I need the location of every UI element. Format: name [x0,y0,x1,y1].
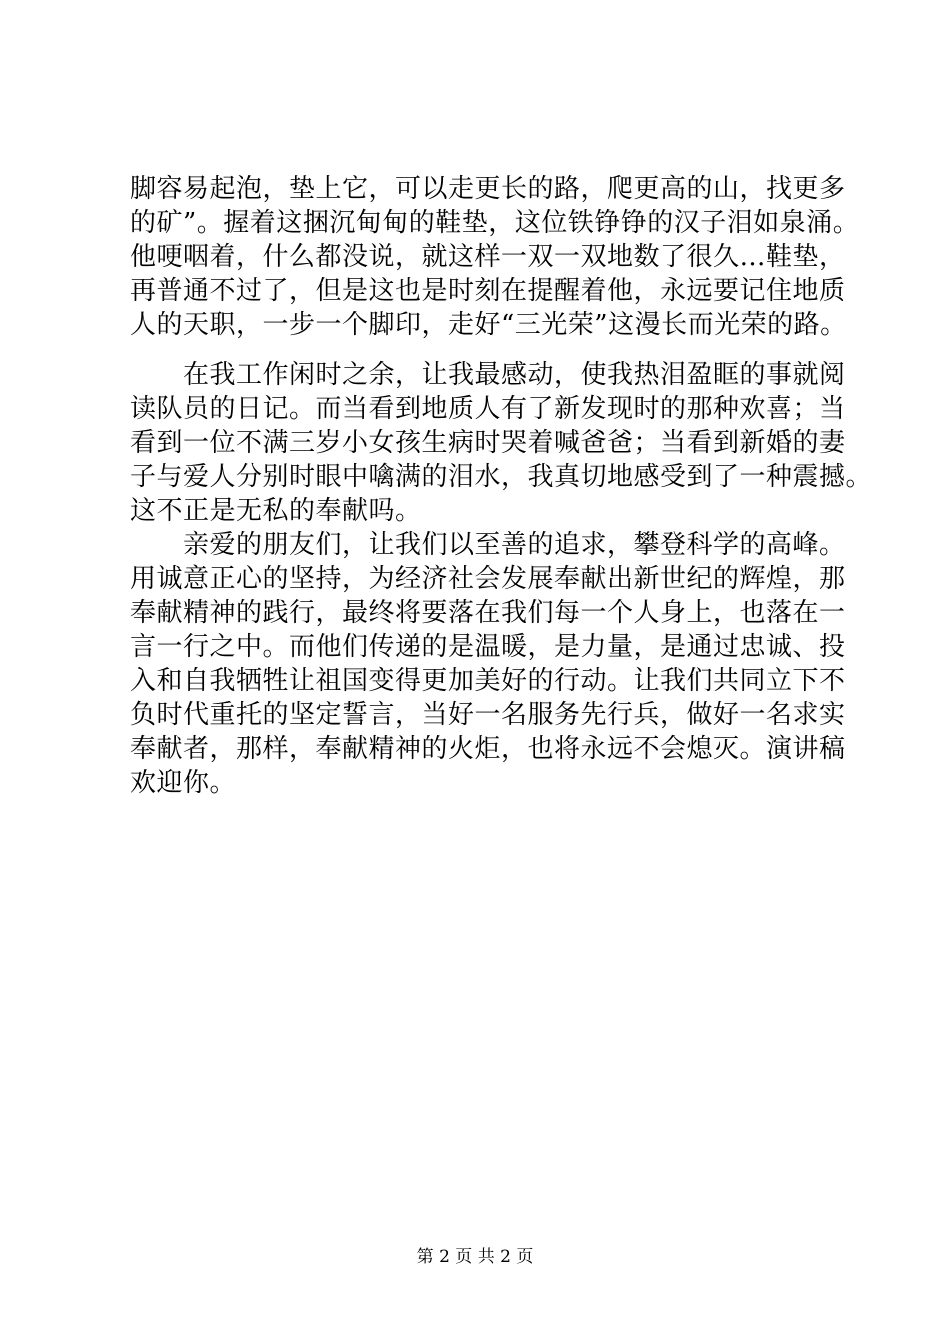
text-line: 人的天职，一步一个脚印，走好“三光荣”这漫长而光荣的路。 [130,310,847,340]
text-line: 亲爱的朋友们，让我们以至善的追求，攀登科学的高峰。 [130,530,846,560]
text-line: 的矿”。握着这捆沉甸甸的鞋垫，这位铁铮铮的汉子泪如泉涌。 [130,208,860,238]
text-line: 在我工作闲时之余，让我最感动，使我热泪盈眶的事就阅 [130,360,846,390]
text-line: 负时代重托的坚定誓言，当好一名服务先行兵，做好一名求实 [130,700,846,730]
text-line: 用诚意正心的坚持，为经济社会发展奉献出新世纪的辉煌，那 [130,564,846,594]
text-line: 这不正是无私的奉献吗。 [130,496,422,526]
paragraph-3 [130,528,846,800]
text-line: 子与爱人分别时眼中噙满的泪水，我真切地感受到了一种震撼。 [130,462,873,492]
text-line: 看到一位不满三岁小女孩生病时哭着喊爸爸；当看到新婚的妻 [130,428,846,458]
text-line: 再普通不过了，但是这也是时刻在提醒着他，永远要记住地质 [130,276,846,306]
text-line: 言一行之中。而他们传递的是温暖，是力量，是通过忠诚、投 [130,632,846,662]
paragraph-1 [130,172,860,342]
page-number-footer: 第 2 页 共 2 页 [416,1247,534,1267]
text-line: 脚容易起泡，垫上它，可以走更长的路，爬更高的山，找更多 [130,174,846,204]
text-line: 奉献者，那样，奉献精神的火炬，也将永远不会熄灭。演讲稿 [130,734,846,764]
paragraph-spacer [130,342,842,358]
document-body [130,172,873,800]
text-line: 欢迎你。 [130,768,237,798]
text-line: 入和自我牺牲让祖国变得更加美好的行动。让我们共同立下不 [130,666,846,696]
paragraph-2 [130,358,873,528]
text-line: 读队员的日记。而当看到地质人有了新发现时的那种欢喜；当 [130,394,846,424]
text-line: 奉献精神的践行，最终将要落在我们每一个人身上，也落在一 [130,598,846,628]
text-line: 他哽咽着，什么都没说，就这样一双一双地数了很久…鞋垫， [130,242,846,272]
